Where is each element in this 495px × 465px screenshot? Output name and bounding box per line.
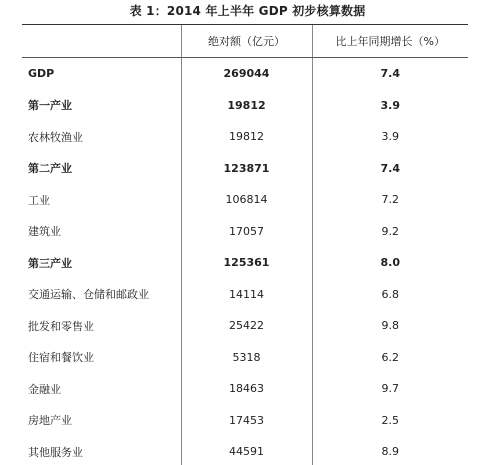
row-name: 金融业 [28,382,61,396]
row-growth: 6.8 [312,279,468,311]
row-growth: 3.9 [312,90,468,122]
row-name: 第二产业 [28,162,72,176]
table-row [22,436,468,465]
row-name: 工业 [28,193,50,207]
row-growth: 9.7 [312,373,468,405]
table-row [22,342,468,374]
row-name: 批发和零售业 [28,319,94,333]
table-row [22,373,468,405]
table-row [22,121,468,153]
table-row [22,247,468,279]
row-name: 第一产业 [28,99,72,113]
row-growth: 6.2 [312,342,468,374]
row-amount: 25422 [181,310,312,342]
table-row [22,279,468,311]
header-amount: 绝对额（亿元） [181,25,312,58]
table-row [22,58,468,90]
row-amount: 17453 [181,405,312,437]
row-amount: 123871 [181,153,312,185]
header-blank [22,25,181,58]
row-amount: 269044 [181,58,312,90]
table-title: 表 1：2014 年上半年 GDP 初步核算数据 [129,4,366,18]
row-amount: 19812 [181,121,312,153]
row-name: 交通运输、仓储和邮政业 [28,288,149,302]
table-row [22,90,468,122]
table-row [22,184,468,216]
row-amount: 14114 [181,279,312,311]
header-row [22,25,468,58]
row-name: 第三产业 [28,256,72,270]
table-row [22,405,468,437]
header-growth: 比上年同期增长（%） [312,25,468,58]
row-amount: 106814 [181,184,312,216]
row-growth: 8.9 [312,436,468,465]
row-name: 建筑业 [28,225,61,239]
row-amount: 17057 [181,216,312,248]
row-amount: 19812 [181,90,312,122]
row-growth: 2.5 [312,405,468,437]
row-amount: 44591 [181,436,312,465]
row-growth: 7.4 [312,153,468,185]
row-growth: 7.4 [312,58,468,90]
row-growth: 8.0 [312,247,468,279]
row-name: 房地产业 [28,414,72,428]
row-name: 农林牧渔业 [28,130,83,144]
table-row [22,153,468,185]
table-row [22,310,468,342]
row-amount: 18463 [181,373,312,405]
gdp-table [22,24,468,465]
row-amount: 125361 [181,247,312,279]
table-row [22,216,468,248]
row-amount: 5318 [181,342,312,374]
row-name: 住宿和餐饮业 [28,351,94,365]
row-growth: 7.2 [312,184,468,216]
row-growth: 9.8 [312,310,468,342]
row-growth: 9.2 [312,216,468,248]
row-name: GDP [28,67,55,81]
row-growth: 3.9 [312,121,468,153]
row-name: 其他服务业 [22,436,181,465]
